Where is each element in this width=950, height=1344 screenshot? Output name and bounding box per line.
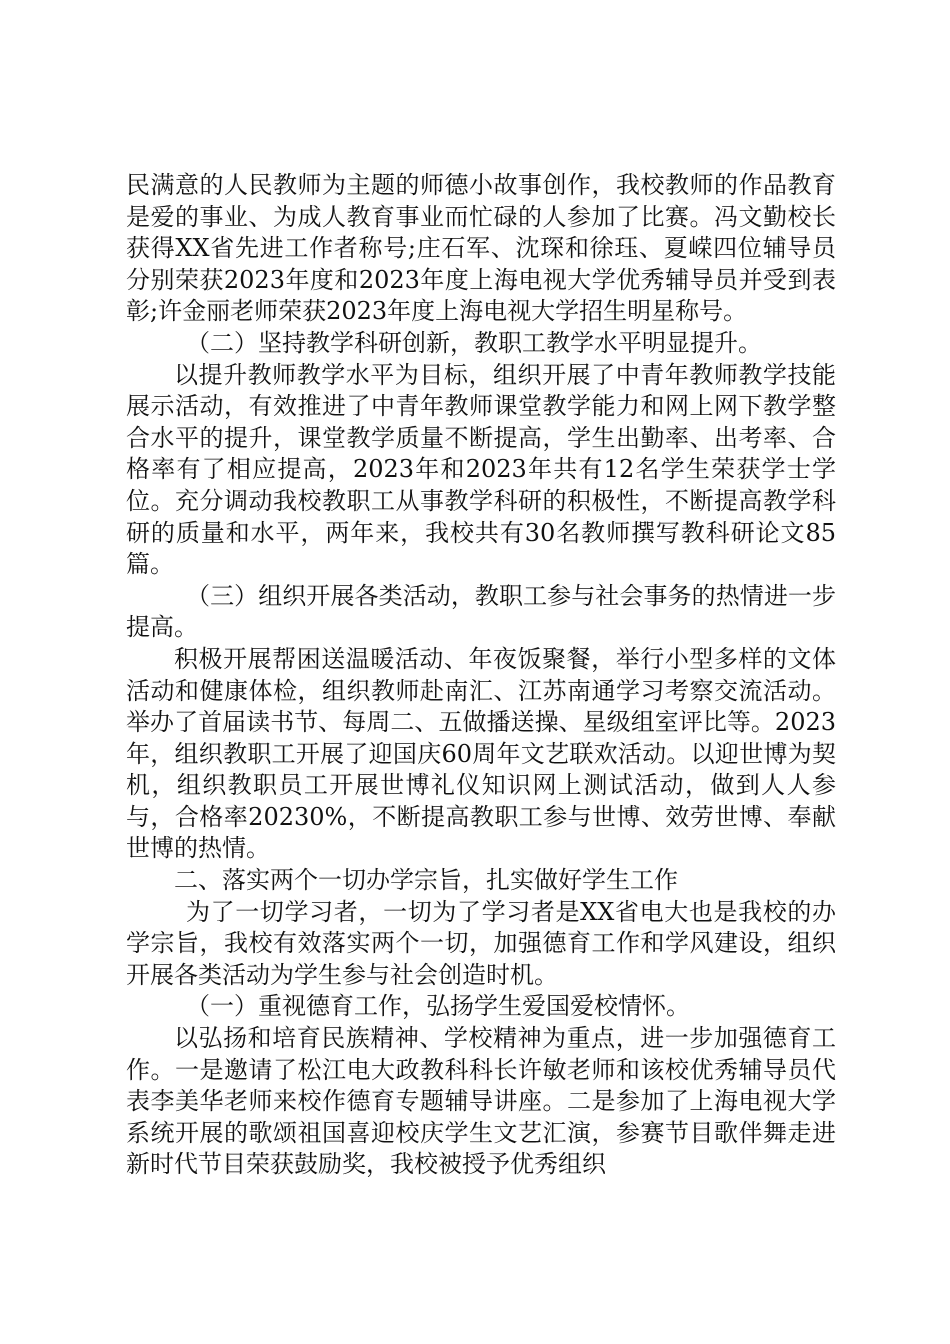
subheading-teaching-research: （二）坚持教学科研创新，教职工教学水平明显提升。 [186,328,762,357]
paragraph-staff-activities: 积极开展帮困送温暖活动、年夜饭聚餐，举行小型多样的文体活动和健康体检，组织教师赴南汇、江苏南通学习考察交流活动。举办了首届读书节、每周二、五做播送操、星级组室评比等。2023年，组织教职工开展了迎国庆60周年文艺联欢活动。以迎世博为契机，组织教职员工开展世博礼仪知识网上测试活动，做到人人参与，合格率20230%，不断提高教职工参与世博、效劳世博、奉献世博的热情。 [126,644,836,863]
subheading-staff-activities: （三）组织开展各类活动，教职工参与社会事务的热情进一步提高。 [126,581,836,642]
document-body [126,170,836,1181]
heading-student-work: 二、落实两个一切办学宗旨，扎实做好学生工作 [174,866,678,895]
paragraph-teaching-research: 以提升教师教学水平为目标，组织开展了中青年教师教学技能展示活动，有效推进了中青年教师课堂教学能力和网上网下教学整合水平的提升，课堂教学质量不断提高，学生出勤率、出考率、合格率有了相应提高，2023年和2023年共有12名学生荣获学士学位。充分调动我校教职工从事教学科研的积极性，不断提高教学科研的质量和水平，两年来，我校共有30名教师撰写教科研论文85篇。 [126,360,836,579]
paragraph-moral-education: 以弘扬和培育民族精神、学校精神为重点，进一步加强德育工作。一是邀请了松江电大政教科科长许敏老师和该校优秀辅导员代表李美华老师来校作德育专题辅导讲座。二是参加了上海电视大学系统开展的歌颂祖国喜迎校庆学生文艺汇演，参赛节目歌伴舞走进新时代节目荣获鼓励奖，我校被授予优秀组织 [126,1024,836,1179]
paragraph-teacher-awards: 民满意的人民教师为主题的师德小故事创作，我校教师的作品教育是爱的事业、为成人教育事业而忙碌的人参加了比赛。冯文勤校长获得XX省先进工作者称号;庄石军、沈琛和徐珏、夏嵘四位辅导员分别荣获2023年度和2023年度上海电视大学优秀辅导员并受到表彰;许金丽老师荣获2023年度上海电视大学招生明星称号。 [126,171,836,326]
subheading-moral-education: （一）重视德育工作，弘扬学生爱国爱校情怀。 [186,992,690,1021]
paragraph-school-mission: 为了一切学习者，一切为了学习者是XX省电大也是我校的办学宗旨，我校有效落实两个一切，加强德育工作和学风建设，组织开展各类活动为学生参与社会创造时机。 [126,897,836,989]
